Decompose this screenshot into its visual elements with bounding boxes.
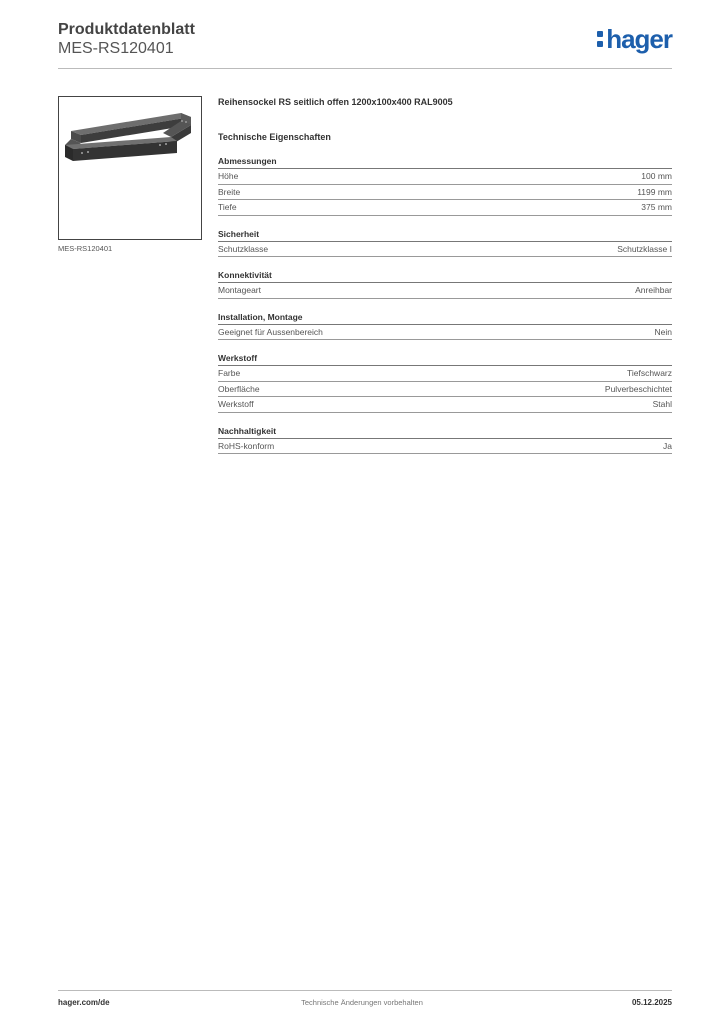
footer-date: 05.12.2025 — [631, 998, 672, 1007]
property-section — [218, 270, 672, 299]
section-title: Abmessungen — [218, 156, 672, 169]
property-section — [218, 312, 672, 341]
properties-list — [218, 156, 672, 454]
property-section — [218, 426, 672, 455]
section-title: Konnektivität — [218, 270, 672, 283]
product-name: Reihensockel RS seitlich offen 1200x100x400 RAL9005 — [218, 97, 453, 107]
property-row — [218, 397, 672, 413]
property-label: Werkstoff — [218, 399, 254, 409]
document-header — [58, 20, 195, 58]
document-title: Produktdatenblatt — [58, 21, 195, 38]
section-title: Nachhaltigkeit — [218, 426, 672, 439]
property-section — [218, 353, 672, 413]
property-value: 100 mm — [641, 171, 672, 181]
product-image — [58, 96, 202, 240]
product-number: MES-RS120401 — [58, 40, 174, 57]
property-value: Ja — [663, 440, 672, 451]
image-caption: MES-RS120401 — [58, 244, 113, 253]
property-row — [218, 366, 672, 382]
property-section — [218, 229, 672, 258]
property-value: 375 mm — [641, 202, 672, 212]
property-value: Stahl — [652, 399, 672, 409]
property-section — [218, 156, 672, 216]
property-row — [218, 325, 672, 341]
hager-logo — [597, 26, 672, 52]
property-label: Schutzklasse — [218, 243, 269, 254]
plinth-frame-icon — [59, 97, 201, 239]
property-row — [218, 169, 672, 185]
property-label: Montageart — [218, 285, 261, 295]
header-divider — [58, 68, 672, 69]
footer-note: Technische Änderungen vorbehalten — [301, 998, 423, 1007]
section-title: Sicherheit — [218, 229, 672, 242]
property-label: Tiefe — [218, 202, 237, 212]
property-row — [218, 242, 672, 258]
property-label: Breite — [218, 186, 241, 197]
property-value: Pulverbeschichtet — [604, 383, 672, 394]
tech-properties-heading: Technische Eigenschaften — [218, 132, 331, 142]
logo-text: hager — [606, 24, 672, 54]
property-label: Farbe — [218, 368, 241, 378]
property-value: Tiefschwarz — [626, 368, 672, 378]
property-label: RoHS-konform — [218, 440, 275, 451]
section-title: Installation, Montage — [218, 312, 672, 325]
footer-divider — [58, 990, 672, 991]
product-details — [218, 96, 672, 454]
footer-website: hager.com/de — [58, 998, 110, 1007]
property-row — [218, 185, 672, 201]
property-value: 1199 mm — [637, 186, 672, 197]
section-title: Werkstoff — [218, 353, 672, 366]
property-value: Nein — [654, 326, 672, 337]
property-row — [218, 283, 672, 299]
property-label: Oberfläche — [218, 383, 260, 394]
property-row — [218, 200, 672, 216]
logo-dots-icon — [597, 31, 603, 47]
property-value: Schutzklasse I — [617, 243, 672, 254]
property-label: Geeignet für Aussenbereich — [218, 326, 323, 337]
property-label: Höhe — [218, 171, 239, 181]
property-row — [218, 382, 672, 398]
property-value: Anreihbar — [635, 285, 672, 295]
property-row — [218, 439, 672, 455]
